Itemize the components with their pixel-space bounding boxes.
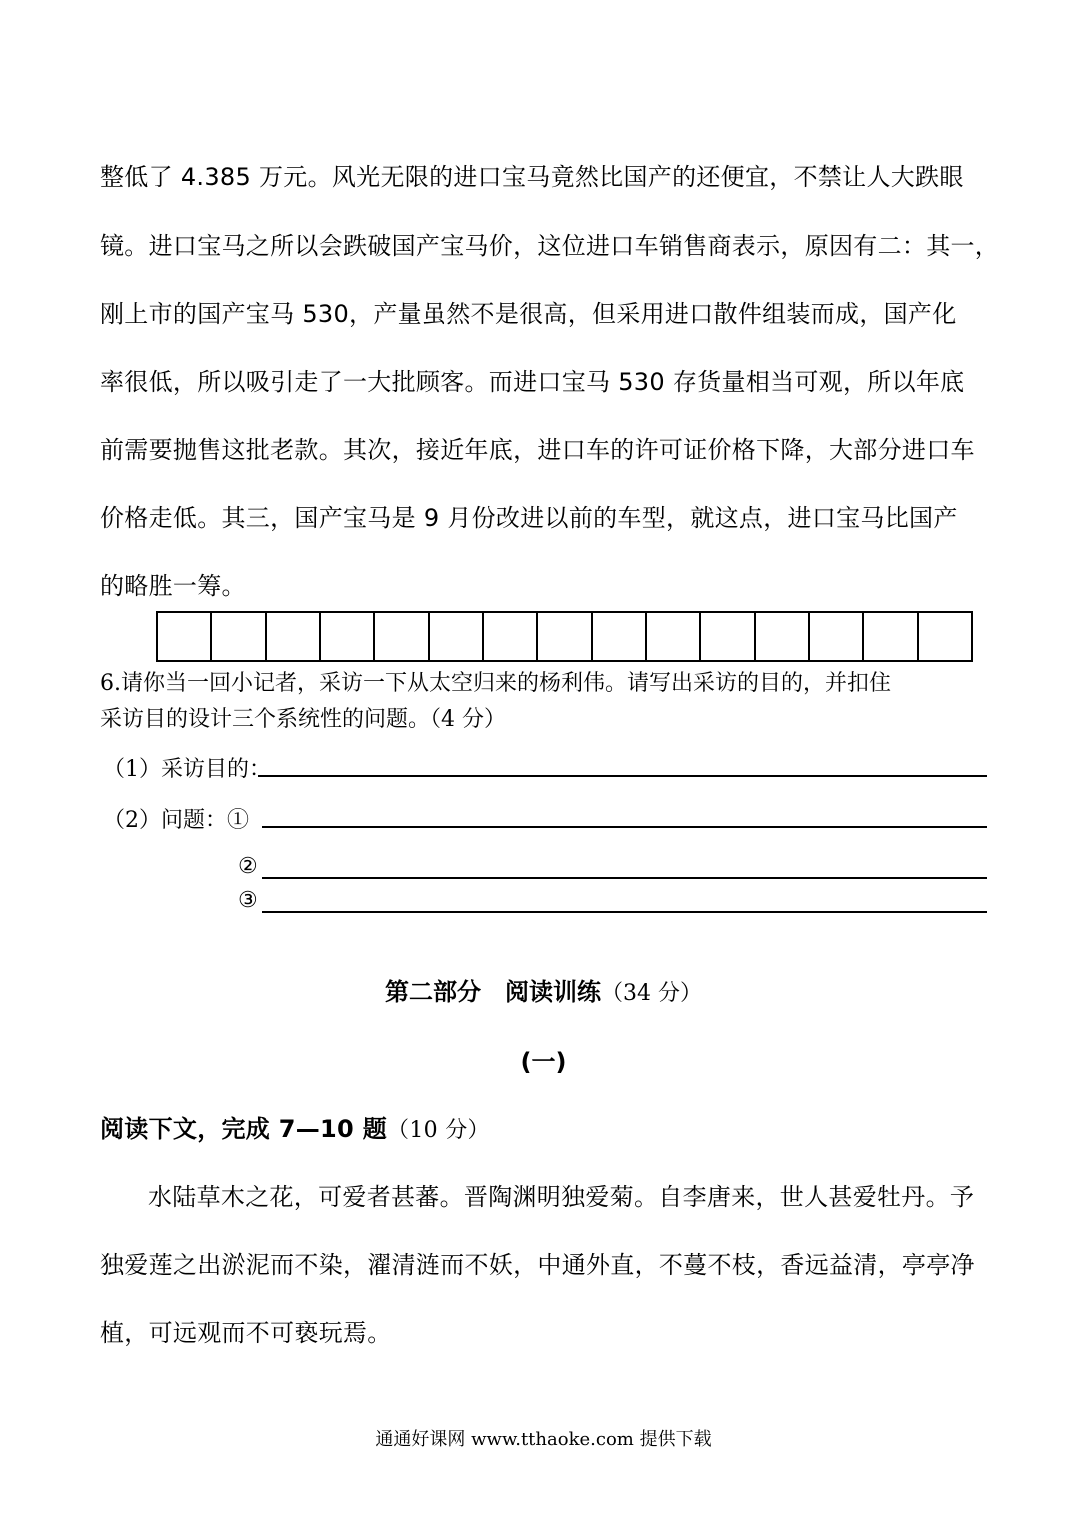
subsection-heading: (一) — [520, 1048, 567, 1076]
answer-cell[interactable] — [538, 611, 592, 662]
question-3-answer-line[interactable] — [262, 911, 987, 913]
questions-label: （2）问题：① — [103, 808, 249, 833]
section-two-score: （34 分） — [601, 981, 702, 1006]
answer-cell[interactable] — [375, 611, 429, 662]
reading-text-line: 独爱莲之出淤泥而不染，濯清涟而不妖，中通外直，不蔓不枝，香远益清，亭亭净 — [100, 1251, 975, 1279]
passage-line: 率很低，所以吸引走了一大批顾客。而进口宝马 530 存货量相当可观，所以年底 — [100, 368, 965, 396]
question-2-answer-line[interactable] — [262, 877, 987, 879]
answer-cell[interactable] — [701, 611, 755, 662]
question-6-text: 6.请你当一回小记者，采访一下从太空归来的杨利伟。请写出采访的目的，并扣住 — [100, 671, 891, 696]
reading-text-line: 植，可远观而不可亵玩焉。 — [100, 1319, 392, 1347]
answer-grid — [156, 611, 973, 662]
answer-cell[interactable] — [810, 611, 864, 662]
answer-cell[interactable] — [864, 611, 918, 662]
reading-instruction-text: 阅读下文，完成 7—10 题 — [100, 1115, 388, 1143]
section-two-heading — [0, 972, 1087, 1007]
answer-cell[interactable] — [430, 611, 484, 662]
reading-instruction — [100, 1109, 490, 1144]
answer-cell[interactable] — [756, 611, 810, 662]
question-1-answer-line[interactable] — [262, 826, 987, 828]
passage-line: 前需要抛售这批老款。其次，接近年底，进口车的许可证价格下降，大部分进口车 — [100, 436, 975, 464]
purpose-label: （1）采访目的： — [103, 757, 271, 782]
answer-cell[interactable] — [321, 611, 375, 662]
reading-instruction-score: （10 分） — [387, 1118, 490, 1143]
answer-cell[interactable] — [919, 611, 973, 662]
passage-line: 的略胜一筹。 — [100, 572, 246, 600]
answer-cell[interactable] — [267, 611, 321, 662]
answer-cell[interactable] — [647, 611, 701, 662]
answer-cell[interactable] — [593, 611, 647, 662]
question-3-marker: ③ — [238, 888, 258, 913]
answer-cell[interactable] — [158, 611, 212, 662]
answer-cell[interactable] — [484, 611, 538, 662]
question-2-marker: ② — [238, 854, 258, 879]
page-footer: 通通好课网 www.tthaoke.com 提供下载 — [375, 1429, 712, 1450]
passage-line: 镜。进口宝马之所以会跌破国产宝马价，这位进口车销售商表示，原因有二：其一， — [100, 232, 1000, 260]
passage-line: 整低了 4.385 万元。风光无限的进口宝马竟然比国产的还便宜，不禁让人大跌眼 — [100, 163, 964, 191]
passage-line: 价格走低。其三，国产宝马是 9 月份改进以前的车型，就这点，进口宝马比国产 — [100, 504, 958, 532]
purpose-answer-line[interactable] — [258, 775, 987, 777]
section-two-title: 第二部分 阅读训练 — [385, 978, 601, 1006]
passage-line: 刚上市的国产宝马 530，产量虽然不是很高，但采用进口散件组装而成，国产化 — [100, 300, 957, 328]
question-6-text: 采访目的设计三个系统性的问题。（4 分） — [100, 707, 506, 732]
answer-cell[interactable] — [212, 611, 266, 662]
reading-text-line: 水陆草木之花，可爱者甚蕃。晋陶渊明独爱菊。自李唐来，世人甚爱牡丹。予 — [148, 1183, 975, 1211]
